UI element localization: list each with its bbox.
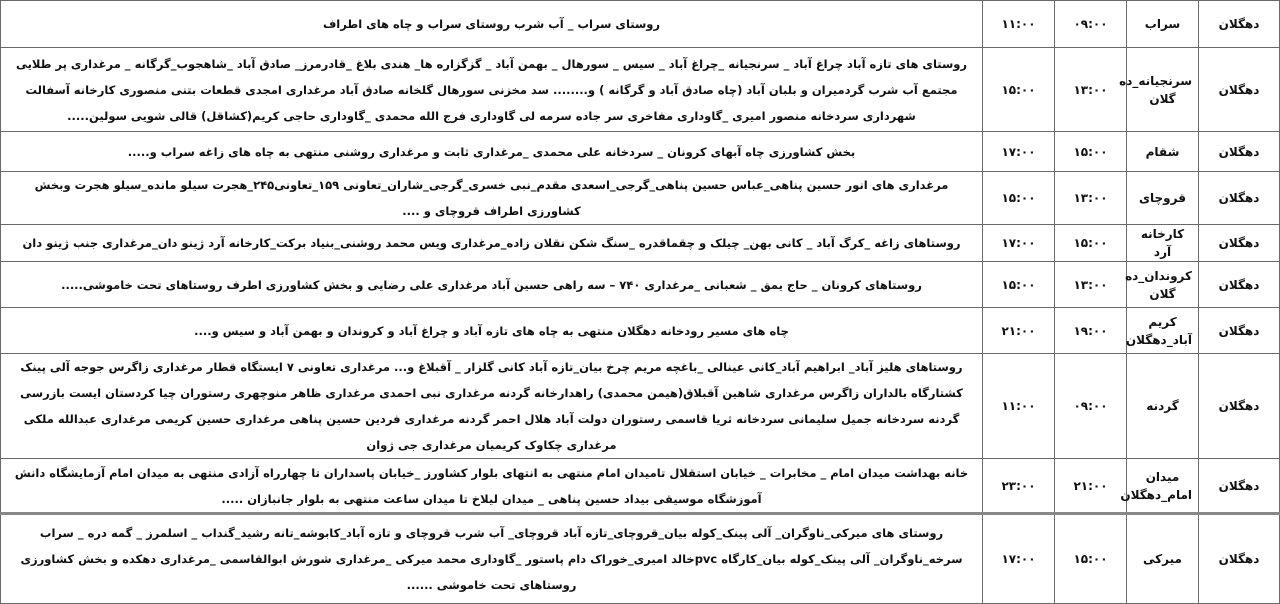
end-time-cell: ۱۵:۰۰: [983, 48, 1055, 132]
table-row: [1, 48, 1280, 132]
start-time-cell: ۱۵:۰۰: [1055, 225, 1127, 262]
location-cell: سرنجیانه_ده گلان: [1127, 48, 1199, 132]
description-cell: روستاهای هلیز آباد_ ابراهیم آباد_کانی عینالی _باغچه مریم چرخ بیان_تازه آباد کانی گلزار _ آقبلاغ و... مرغداری تعاونی ۷ ایستگاه قطار مرغداری زاگرس جوجه آلی پینک کشتارگاه بالداران زاگرس مرغداری شاهین آقبلاق(هیمن محمدی) راهدارخانه گردنه مرغداری نبی احمدی مرغداری ظاهر منوچهری رستوران چیا کردستان ایست بازرسی گردنه سردخانه جمیل سلیمانی سردخانه ثریا قاسمی رستوران دولت آباد هلال احمر گردنه مرغداری فردین حسین پناهی مرغداری حسین کریمی مرغداری عبدالله ملکی مرغداری چکاوک کریمیان مرغداری جی ژوان: [1, 354, 983, 459]
table-row: [1, 225, 1280, 262]
start-time-cell: ۰۹:۰۰: [1055, 354, 1127, 459]
region-cell: دهگلان: [1199, 459, 1280, 514]
end-time-cell: ۱۵:۰۰: [983, 262, 1055, 308]
description-cell: روستای سراب _ آب شرب روستای سراب و چاه های اطراف: [1, 1, 983, 48]
description-cell: بخش کشاورزی چاه آبهای کرونان _ سردخانه علی محمدی _مرغداری ثابت و مرغداری روشنی منتهی به چاه های زاغه سراب و.....: [1, 132, 983, 172]
start-time-cell: ۱۹:۰۰: [1055, 308, 1127, 354]
description-cell: چاه های مسیر رودخانه دهگلان منتهی به چاه های تازه آباد و چراغ آباد و کروندان و بهمن آباد و سیس و....: [1, 308, 983, 354]
table-row: [1, 354, 1280, 459]
end-time-cell: ۱۵:۰۰: [983, 172, 1055, 225]
location-cell: کریم آباد_دهگلان: [1127, 308, 1199, 354]
start-time-cell: ۱۵:۰۰: [1055, 132, 1127, 172]
location-cell: سراب: [1127, 1, 1199, 48]
end-time-cell: ۲۱:۰۰: [983, 308, 1055, 354]
start-time-cell: ۰۹:۰۰: [1055, 1, 1127, 48]
region-cell: دهگلان: [1199, 308, 1280, 354]
start-time-cell: ۱۵:۰۰: [1055, 514, 1127, 604]
start-time-cell: ۱۳:۰۰: [1055, 262, 1127, 308]
end-time-cell: ۱۷:۰۰: [983, 132, 1055, 172]
table-row: [1, 1, 1280, 48]
table-row: [1, 262, 1280, 308]
end-time-cell: ۲۳:۰۰: [983, 459, 1055, 514]
location-cell: کروندان_ده گلان: [1127, 262, 1199, 308]
end-time-cell: ۱۱:۰۰: [983, 1, 1055, 48]
start-time-cell: ۲۱:۰۰: [1055, 459, 1127, 514]
region-cell: دهگلان: [1199, 48, 1280, 132]
location-cell: میدان امام_دهگلان: [1127, 459, 1199, 514]
region-cell: دهگلان: [1199, 354, 1280, 459]
end-time-cell: ۱۷:۰۰: [983, 514, 1055, 604]
location-cell: شقام: [1127, 132, 1199, 172]
table-row: [1, 172, 1280, 225]
end-time-cell: ۱۷:۰۰: [983, 225, 1055, 262]
region-cell: دهگلان: [1199, 262, 1280, 308]
description-cell: روستاهای زاغه _کرگ آباد _ کانی بهن_ چیلک و چقماقدره _سنگ شکن نقلان زاده_مرغداری ویس محمد روشنی_بنیاد برکت_کارخانه آرد ژینو دان_مرغداری جنب ژینو دان: [1, 225, 983, 262]
description-cell: مرغداری های انور حسین پناهی_عباس حسین پناهی_گرجی_اسعدی مقدم_نبی خسری_گرجی_شاران_تعاونی ۱۵۹_تعاونی۲۴۵_هجرت سیلو مانده_سیلو هجرت وبخش کشاورزی اطراف قروچای و ....: [1, 172, 983, 225]
description-cell: خانه بهداشت میدان امام _ مخابرات _ خیابان استقلال تامیدان امام منتهی به انتهای بلوار کشاورز _خیابان پاسداران تا چهارراه آزادی منتهی به میدان امام آزمایشگاه دانش آموزشگاه موسیقی بیداد حسین پناهی _ میدان لیلاخ تا میدان ساعت منتهی به بلوار جانبازان .....: [1, 459, 983, 514]
description-cell: روستای های میرکی_ناوگران_ آلی پینک_کوله بیان_قروچای_تازه آباد قروچای_ آب شرب قروچای و تازه آباد_کابوشه_تانه رشید_گنداب _ اسلمرز _ گمه دره _ سراب سرخه_ناوگران_ آلی پینک_کوله بیان_کارگاه pvcخالد امیری_خوراک دام پاستور _گاوداری محمد میرکی _مرغداری شورش ابوالقاسمی _مرغداری دهکده و بخش کشاورزی روستاهای تحت خاموشی ......: [1, 514, 983, 604]
location-cell: گردنه: [1127, 354, 1199, 459]
location-cell: قروچای: [1127, 172, 1199, 225]
end-time-cell: ۱۱:۰۰: [983, 354, 1055, 459]
region-cell: دهگلان: [1199, 172, 1280, 225]
start-time-cell: ۱۳:۰۰: [1055, 48, 1127, 132]
location-cell: کارخانه آرد: [1127, 225, 1199, 262]
region-cell: دهگلان: [1199, 1, 1280, 48]
start-time-cell: ۱۳:۰۰: [1055, 172, 1127, 225]
region-cell: دهگلان: [1199, 225, 1280, 262]
table-row: [1, 514, 1280, 604]
table-row: [1, 308, 1280, 354]
description-cell: روستاهای کرونان _ حاج یمق _ شعبانی _مرغداری ۷۴۰ – سه راهی حسین آباد مرغداری علی رضایی و بخش کشاورزی اطرف روستاهای تحت خاموشی.....: [1, 262, 983, 308]
table-row: [1, 459, 1280, 514]
table-row: [1, 132, 1280, 172]
region-cell: دهگلان: [1199, 514, 1280, 604]
region-cell: دهگلان: [1199, 132, 1280, 172]
description-cell: روستای های تازه آباد چراغ آباد _ سرنجیانه _چراغ آباد _ سیس _ سورهال _ بهمن آباد _ گزگزاره ها_ هندی بلاغ _قادرمرز_ صادق آباد _شاهجوب_گرگانه _ مرغداری پر طلایی مجتمع آب شرب گردمیران و بلبان آباد (چاه صادق آباد و گرگانه ) و........ سد مخزنی سورهال گلخانه صادق آباد مرغداری امجدی قطعات بتنی منصوری کارخانه آسفالت شهرداری سردخانه منصور امیری _گاوداری مفاخری سر جاده سرمه لی گاوداری فرج الله محمدی _گاوداری حاجی کریم(کشاقل) قالی شویی سولین.....: [1, 48, 983, 132]
location-cell: میرکی: [1127, 514, 1199, 604]
